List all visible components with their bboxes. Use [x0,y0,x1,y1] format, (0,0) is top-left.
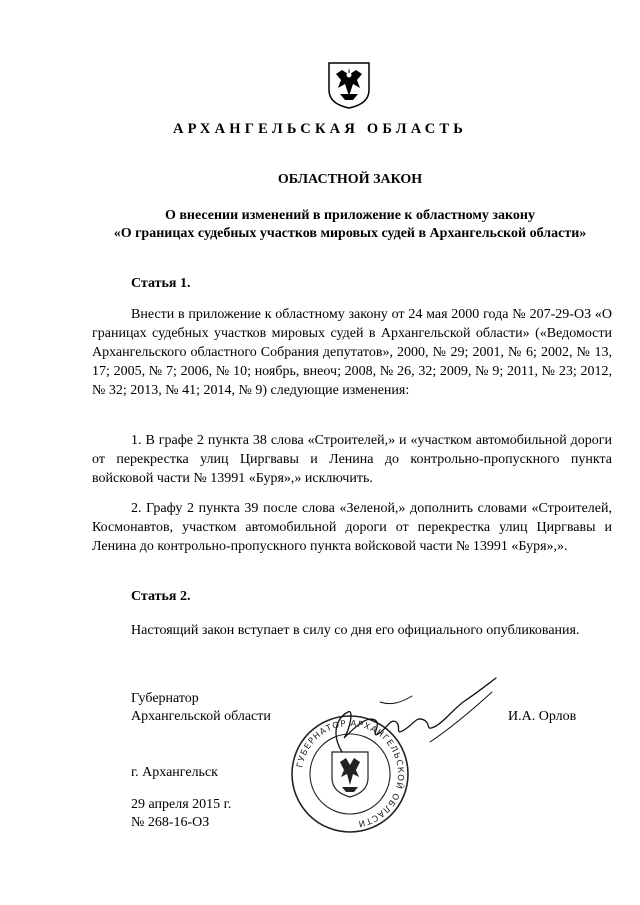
article-1-item-2 [92,499,612,556]
signatory-name: И.А. Орлов [508,709,577,724]
handwritten-signature [320,672,520,757]
law-meta [131,796,231,832]
article-1-item-1-text: 1. В графе 2 пункта 38 слова «Строителей,» и «участком автомобильной дороги от перекрестка улиц Циргвавы и Ленина до контрольно-пропускного пункта войсковой части № 13991 «Буря»,» исключить. [92,433,612,486]
document-type: ОБЛАСТНОЙ ЗАКОН [277,172,423,187]
article-1-item-1 [92,431,612,488]
article-1-heading: Статья 1. [131,276,191,291]
article-1-intro [92,305,612,400]
region-name: АРХАНГЕЛЬСКАЯ ОБЛАСТЬ [172,121,468,137]
article-1-intro-text: Внести в приложение к областному закону от 24 мая 2000 года № 207-29-ОЗ «О границах судебных участков мировых судей в Архангельской области» («Ведомости Архангельского областного Собрания депутатов», 2000, № 29; 2001, № 6; 2002, № 13, 17; 2005, № 7; 2006, № 10; ноябрь, внеоч; 2008, № 26, 32; 2009, № 9; 2011, № 23; 2012, № 32; 2013, № 41; 2014, № 9) следующие изменения: [92,307,612,398]
seal-text: ГУБЕРНАТОР АРХАНГЕЛЬСКОЙ ОБЛАСТИ [295,718,406,829]
coat-of-arms-icon [326,60,372,110]
article-1-item-2-text: 2. Графу 2 пункта 39 после слова «Зеленой,» дополнить словами «Строителей, Космонавтов, участком автомобильной дороги от перекрестка улиц Циргвавы и Ленина до контрольно-пропускного пункта войсковой части № 13991 «Буря»,». [92,501,612,554]
position-line-1: Губернатор [131,691,199,706]
law-title-line-1: О внесении изменений в приложение к областному закону [164,208,535,223]
signing-date: 29 апреля 2015 г. [131,797,232,812]
law-title-line-2: «О границах судебных участков мировых судей в Архангельской области» [113,226,587,241]
law-number: № 268-16-ОЗ [131,815,210,830]
signatory-position [131,690,271,726]
position-line-2: Архангельской области [131,709,271,724]
law-title [60,207,640,243]
article-2-text: Настоящий закон вступает в силу со дня его официального опубликования. [131,623,580,638]
article-2-body [92,621,612,640]
article-2-heading: Статья 2. [131,589,191,604]
place-of-signing: г. Архангельск [131,765,218,780]
